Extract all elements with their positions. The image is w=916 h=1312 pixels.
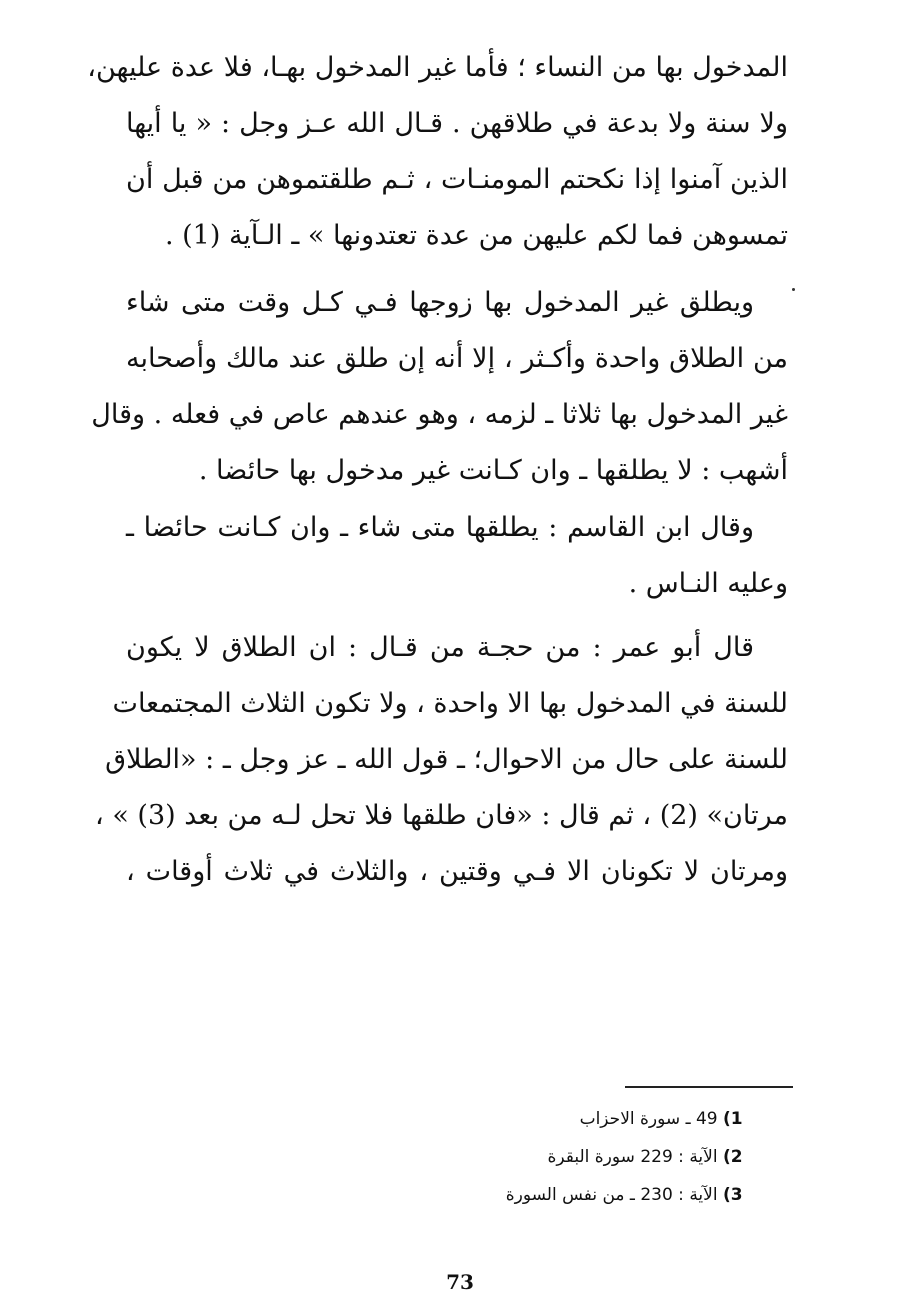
footnotes [333, 1100, 753, 1214]
text-line: مرتان» (2) ، ثم قال : «فان طلقها فلا تحل لـه من بعد (3) » ، [95, 800, 788, 831]
ink-speck [792, 288, 795, 291]
footnote-number: 1) [723, 1109, 743, 1129]
text-line: الذين آمنوا إذا نكحتم المومنـات ، ثـم طلقتموهن من قبل أن [126, 164, 788, 195]
footnote-text: الآية : 230 ـ من نفس السورة [505, 1185, 718, 1205]
text-line: وقال ابن القاسم : يطلقها متى شاء ـ وان كـانت حائضا ـ [126, 512, 754, 543]
text-line: ويطلق غير المدخول بها زوجها فـي كـل وقت متى شاء [126, 287, 754, 318]
text-line: ولا سنة ولا بدعة في طلاقهن . قـال الله عـز وجل : « يا أيها [126, 108, 788, 139]
text-line: للسنة على حال من الاحوال؛ ـ قول الله ـ عز وجل ـ : «الطلاق [105, 744, 788, 775]
paragraph-1 [87, 40, 788, 264]
text-line: ومرتان لا تكونان الا فـي وقتين ، والثلاث في ثلاث أوقات ، [126, 856, 788, 887]
footnote-number: 2) [723, 1147, 743, 1167]
paragraph-4 [95, 620, 788, 900]
page-number: 73 [446, 1270, 474, 1294]
text-line: للسنة في المدخول بها الا واحدة ، ولا تكون الثلاث المجتمعات [112, 688, 788, 719]
footnote-text: الآية : 229 سورة البقرة [547, 1147, 718, 1167]
text-line: المدخول بها من النساء ؛ فأما غير المدخول بهـا، فلا عدة عليهن، [87, 52, 788, 83]
paragraph-2 [91, 275, 788, 499]
text-line: وعليه النـاس . [628, 568, 788, 599]
footnote [333, 1138, 753, 1176]
footnote-number: 3) [723, 1185, 743, 1205]
footnote [333, 1176, 753, 1214]
footnote [333, 1100, 753, 1138]
text-line: تمسوهن فما لكم عليهن من عدة تعتدونها » ـ الـآية (1) . [164, 220, 788, 251]
text-line: غير المدخول بها ثلاثا ـ لزمه ، وهو عندهم عاص في فعله . وقال [91, 399, 788, 430]
paragraph-3 [126, 500, 788, 612]
text-line: من الطلاق واحدة وأكـثر ، إلا أنه إن طلق عند مالك وأصحابه [126, 343, 788, 374]
text-line: أشهب : لا يطلقها ـ وان كـانت غير مدخول بها حائضا . [198, 455, 788, 486]
footnote-text: 49 ـ سورة الاحزاب [579, 1109, 718, 1129]
footnote-divider [625, 1086, 793, 1088]
text-line: قال أبو عمر : من حجـة من قـال : ان الطلاق لا يكون [126, 632, 754, 663]
